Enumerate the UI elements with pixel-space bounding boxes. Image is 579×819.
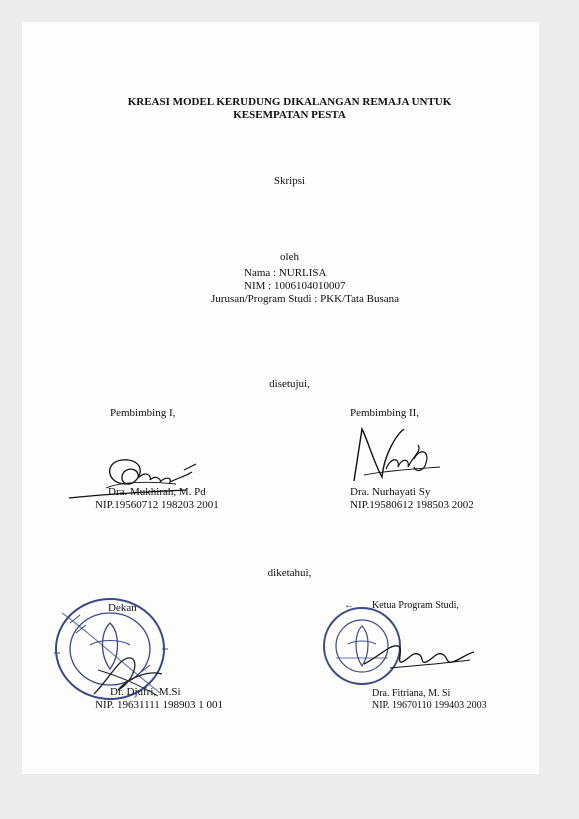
advisor1-role: Pembimbing I, [110,407,176,419]
program-head-nip: NIP. 19670110 199403 2003 [372,700,487,711]
advisor1-nip: NIP.19560712 198203 2001 [95,499,219,511]
thesis-title-line1: KREASI MODEL KERUDUNG DIKALANGAN REMAJA UNTUK [127,96,452,108]
author-name: Nama : NURLISA [244,267,327,279]
advisor2-name: Dra. Nurhayati Sy [350,486,431,498]
author-program: Jurusan/Program Studi : PKK/Tata Busana [211,293,400,305]
program-head-name: Dra. Fitriana, M. Si [372,688,451,699]
program-head-arrow: ← [344,600,354,611]
approved-label: disetujui, [269,378,310,390]
dean-nip: NIP. 19631111 198903 1 001 [95,699,224,711]
advisor1-name: Dra. Mukhirah, M. Pd [108,486,206,498]
program-head-signature [360,634,480,674]
thesis-title-line2: KESEMPATAN PESTA [233,109,346,121]
document-type: Skripsi [273,175,306,187]
program-head-role: Ketua Program Studi, [372,600,459,611]
dean-role: Dekan [108,602,137,614]
advisor2-nip: NIP.19580612 198503 2002 [350,499,474,511]
acknowledged-label: diketahui, [267,567,312,579]
by-label: oleh [280,251,299,263]
dean-name: Dr. Djufri, M.Si [110,686,181,698]
advisor2-signature [344,415,444,485]
author-nim: NIM : 1006104010007 [244,280,346,292]
advisor2-role: Pembimbing II, [350,407,420,419]
